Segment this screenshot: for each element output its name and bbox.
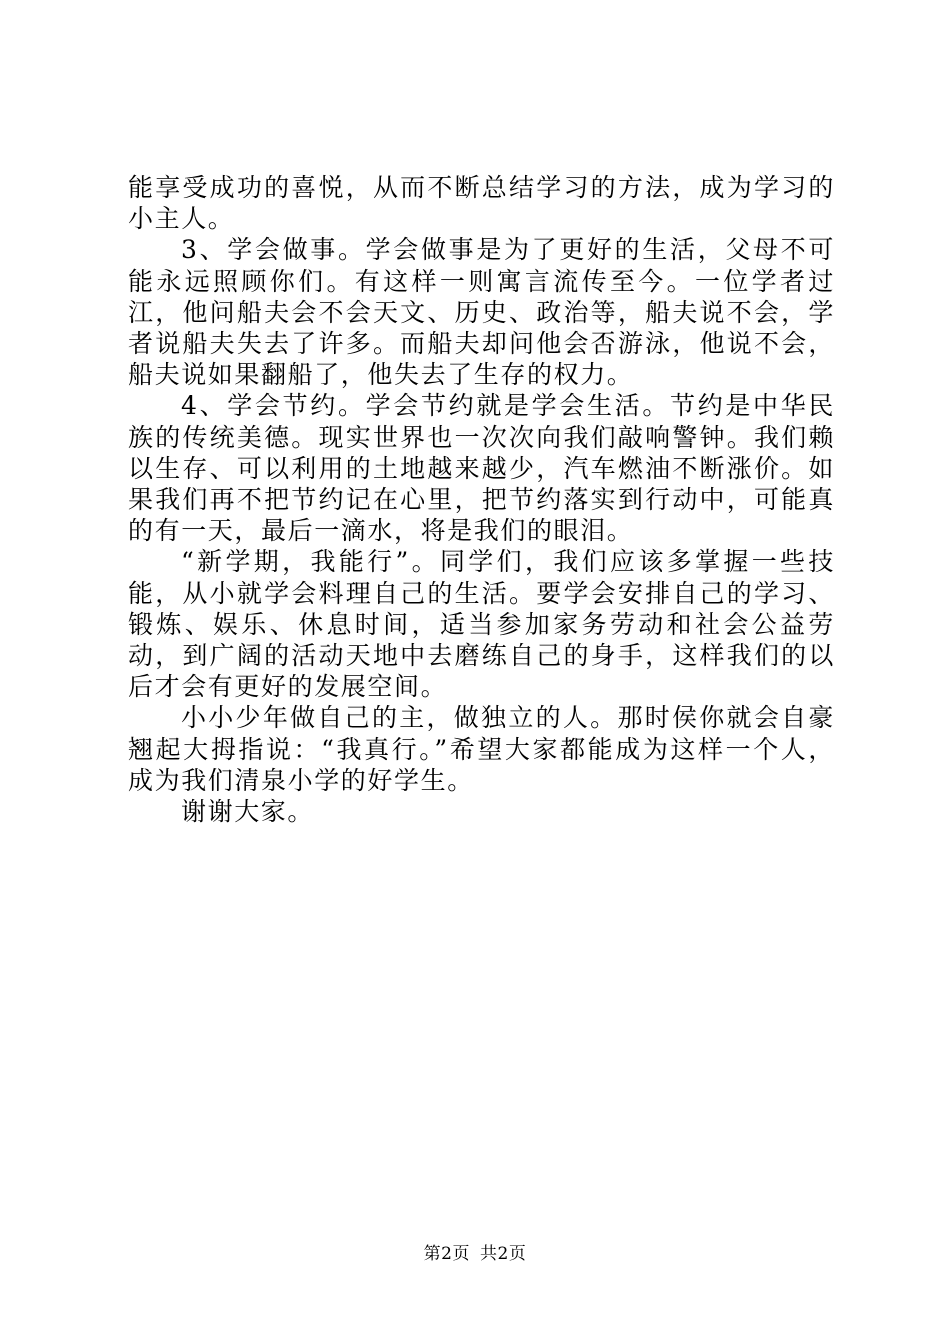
paragraph-learn-to-save: 4、学会节约。学会节约就是学会生活。节约是中华民族的传统美德。现实世界也一次次向我们敲响警钟。我们赖以生存、可以利用的土地越来越少，汽车燃油不断涨价。如果我们再不把节约记在心里，把节约落实到行动中，可能真的有一天，最后一滴水，将是我们的眼泪。 bbox=[128, 391, 835, 546]
paragraph-new-semester: “新学期，我能行”。同学们，我们应该多掌握一些技能，从小就学会料理自己的生活。要学会安排自己的学习、锻炼、娱乐、休息时间，适当参加家务劳动和社会公益劳动，到广阔的活动天地中去磨练自己的身手，这样我们的以后才会有更好的发展空间。 bbox=[128, 547, 835, 702]
document-body bbox=[128, 172, 835, 827]
paragraph-learn-to-work: 3、学会做事。学会做事是为了更好的生活，父母不可能永远照顾你们。有这样一则寓言流传至今。一位学者过江，他问船夫会不会天文、历史、政治等，船夫说不会，学者说船夫失去了许多。而船夫却问他会否游泳，他说不会，船夫说如果翻船了，他失去了生存的权力。 bbox=[128, 235, 835, 390]
page-total: 共2页 bbox=[480, 1244, 527, 1264]
paragraph-continuation: 能享受成功的喜悦，从而不断总结学习的方法，成为学习的小主人。 bbox=[128, 173, 835, 234]
page-footer bbox=[0, 1243, 950, 1265]
page-number: 第2页 bbox=[423, 1244, 470, 1264]
paragraph-be-independent: 小小少年做自己的主，做独立的人。那时侯你就会自豪翘起大拇指说：“我真行。”希望大家都能成为这样一个人，成为我们清泉小学的好学生。 bbox=[128, 703, 835, 795]
paragraph-thanks: 谢谢大家。 bbox=[181, 797, 315, 827]
